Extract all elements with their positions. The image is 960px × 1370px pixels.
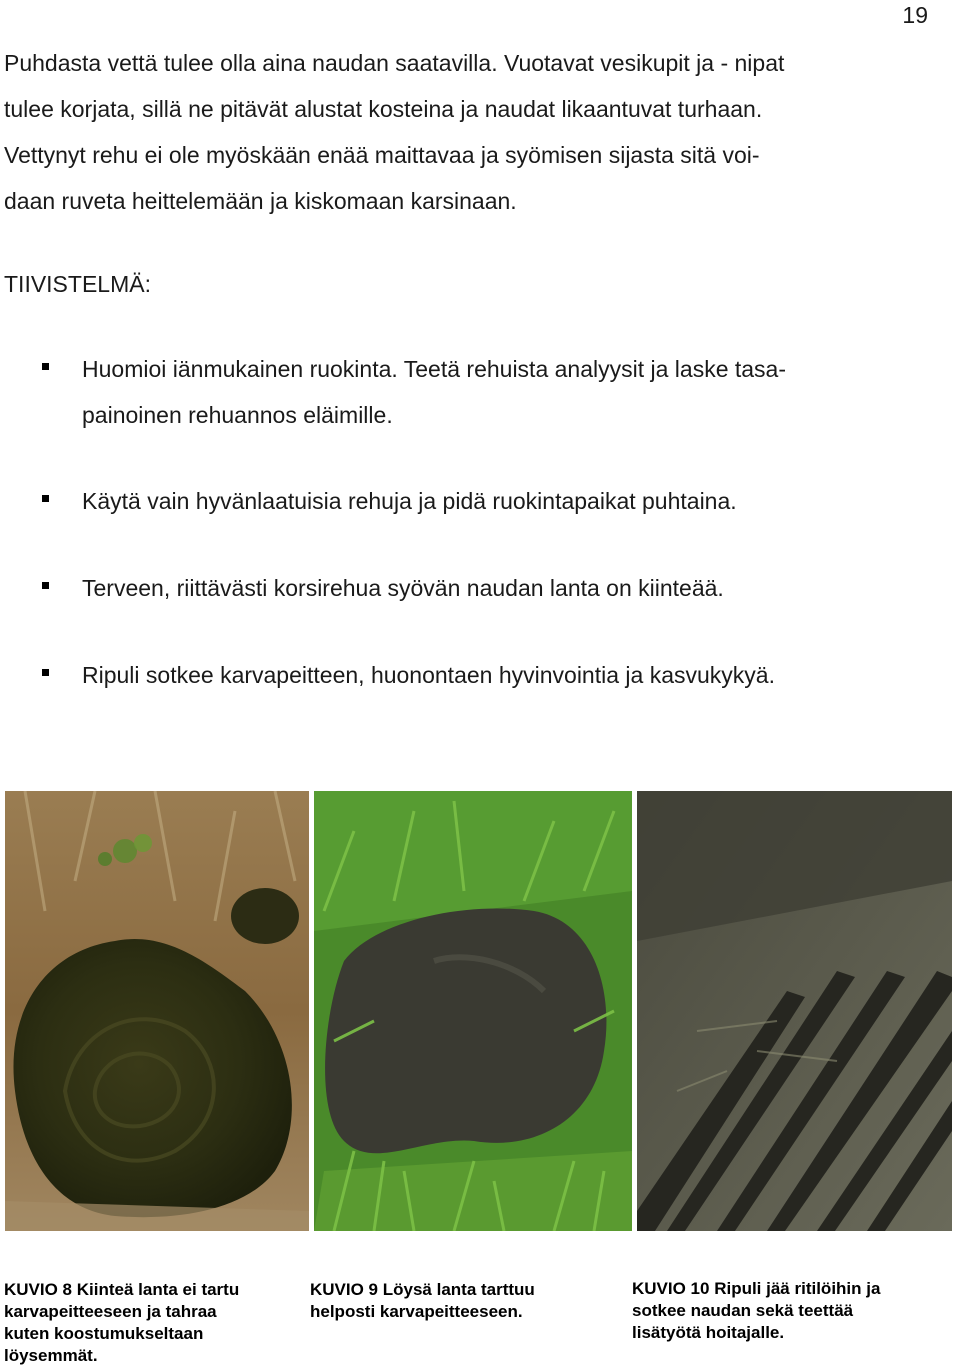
bullet-square-icon bbox=[42, 363, 49, 370]
bullet-square-icon bbox=[42, 495, 49, 502]
bullet-text: Terveen, riittävästi korsirehua syövän naudan lanta on kiinteää. bbox=[82, 575, 724, 601]
intro-line: Puhdasta vettä tulee olla aina naudan saatavilla. Vuotavat vesikupit ja - nipat bbox=[4, 50, 785, 76]
summary-heading: TIIVISTELMÄ: bbox=[4, 271, 151, 297]
photo-diarrhea-grate bbox=[637, 791, 952, 1231]
figure-caption: KUVIO 10 Ripuli jää ritilöihin ja sotkee naudan sekä teettää lisätyötä hoitajalle. bbox=[632, 1279, 881, 1342]
intro-line: daan ruveta heittelemään ja kiskomaan karsinaan. bbox=[4, 188, 517, 214]
bullet-square-icon bbox=[42, 669, 49, 676]
bullet-text: Ripuli sotkee karvapeitteen, huonontaen hyvinvointia ja kasvukykyä. bbox=[82, 662, 775, 688]
bullet-text: Huomioi iänmukainen ruokinta. Teetä rehuista analyysit ja laske tasa- bbox=[82, 356, 787, 382]
bullet-text: Käytä vain hyvänlaatuisia rehuja ja pidä ruokintapaikat puhtaina. bbox=[82, 488, 737, 514]
photo-firm-manure bbox=[5, 791, 309, 1231]
figure-caption: KUVIO 9 Löysä lanta tarttuu helposti karvapeitteeseen. bbox=[310, 1280, 535, 1321]
page-number: 19 bbox=[902, 2, 928, 28]
bullet-square-icon bbox=[42, 582, 49, 589]
bullet-text: painoinen rehuannos eläimille. bbox=[82, 402, 393, 428]
intro-paragraph bbox=[4, 40, 924, 224]
intro-line: Vettynyt rehu ei ole myöskään enää maittavaa ja syömisen sijasta sitä voi- bbox=[4, 142, 760, 168]
intro-line: tulee korjata, sillä ne pitävät alustat kosteina ja naudat likaantuvat turhaan. bbox=[4, 96, 763, 122]
photo-loose-manure bbox=[314, 791, 632, 1231]
figure-caption: KUVIO 8 Kiinteä lanta ei tartu karvapeitteeseen ja tahraa kuten koostumukseltaan löysemmät. bbox=[4, 1280, 240, 1365]
